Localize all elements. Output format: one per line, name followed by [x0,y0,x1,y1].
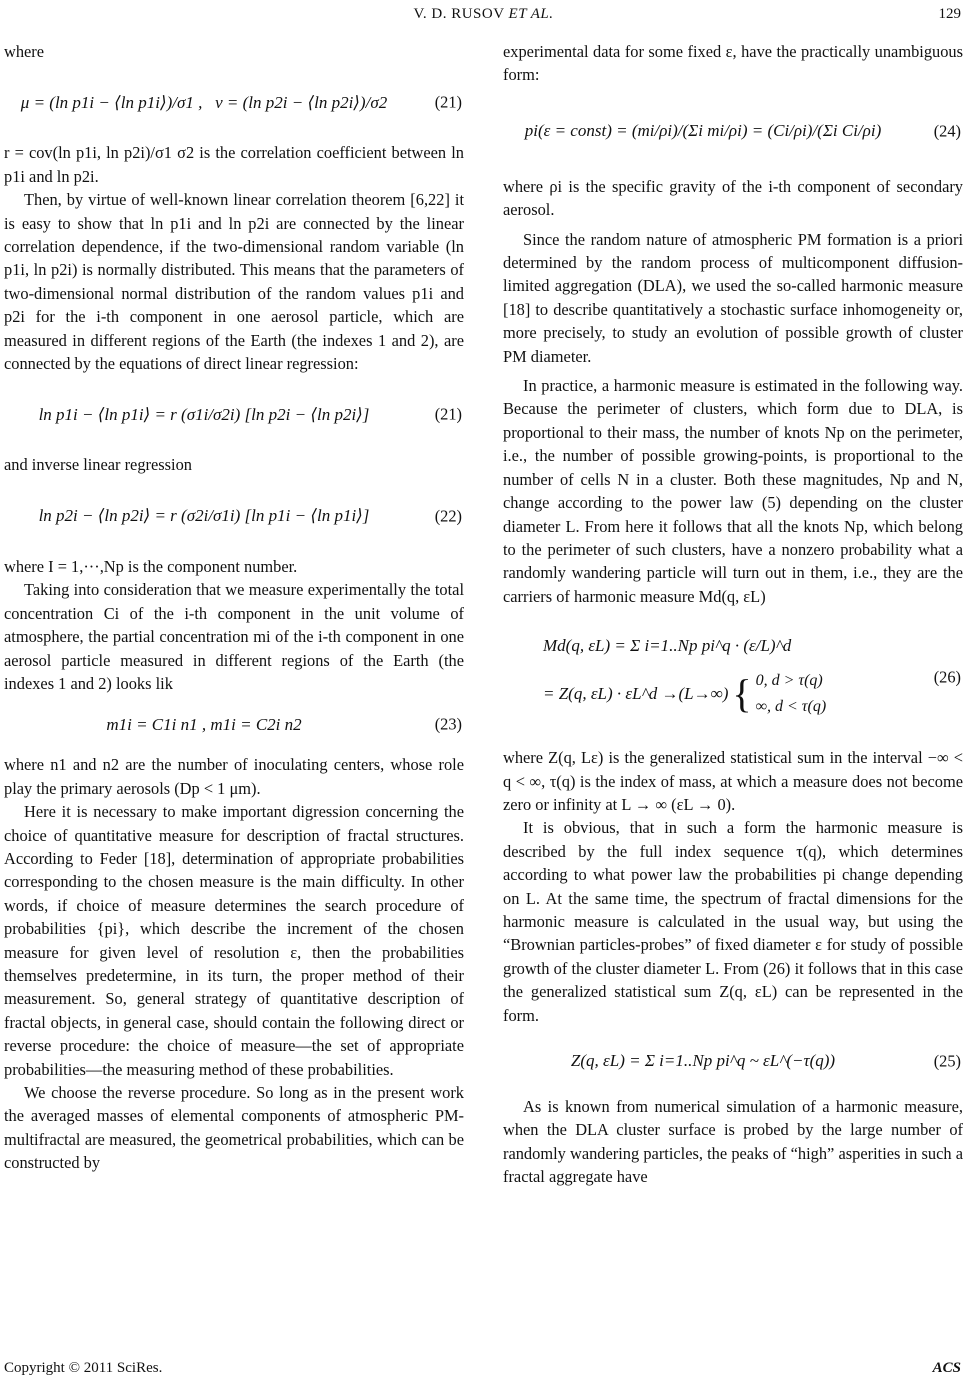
copyright-notice: Copyright © 2011 SciRes. [4,1360,163,1376]
equation-number: (21) [434,404,462,424]
equation-body: m1i = C1i n1 , m1i = C2i n2 [106,714,302,734]
equation-number: (24) [933,121,961,141]
equation-24 [503,91,963,171]
equation-body: ln p1i − ⟨ln p1i⟩ = r (σ1i/σ2i) [ln p2i − ⟨ln p2i⟩] [38,404,370,424]
running-title: V. D. RUSOV ET AL. [413,6,554,22]
equation-body: Z(q, εL) = Σ i=1..Np pi^q ~ εL^(−τ(q)) [570,1051,836,1071]
page-number: 129 [938,6,961,22]
paragraph: Then, by virtue of well-known linear correlation theorem [6,22] it is easy to show that ln p1i and ln p2i are connected by the linear correlation dependence, if the two-dimensional random variable (ln p1i, ln p2i) is normally distributed. This means that the parameters of two-dimensional normal distribution of the random values p1i and p2i for the i-th component in one aerosol particle, which are measured in different regions of the Earth (the indexes 1 and 2), are connected by the equations of direct linear regression: [4,190,464,374]
paragraph: where Z(q, Lε) is the generalized statistical sum in the interval −∞ < q < ∞, τ(q) is the index of mass, at which a measure does not become zero or infinity at L → ∞ (εL → 0). [503,748,963,814]
equation-26-line1: Md(q, εL) = Σ i=1..Np pi^q · (ε/L)^d [543,636,792,656]
paragraph: where n1 and n2 are the number of inoculating centers, whose role play the primary aerosols (Dp < 1 μm). [4,755,464,798]
equation-26-line2 [543,668,826,720]
equation-21a [4,67,464,137]
paragraph: Taking into consideration that we measure experimentally the total concentration Ci of the i-th component in the unit volume of atmosphere, the partial concentration mi of the i-th component in one aerosol particle measured in different regions of the Earth (the indexes 1 and 2) looks lik [4,580,464,693]
equation-number: (23) [434,714,462,734]
paragraph: In practice, a harmonic measure is estimated in the following way. Because the perimeter of clusters, which form due to DLA, is proportional to their mass, the number of knots Np on the perimeter, i.e., the number of possible growing-points, is proportional to the number of cells N in a cluster. Both these magnitudes, Np and N, change according to the power law (5) depending on the cluster diameter L. From here it follows that all the knots Np, which belong to the perimeter of such clusters, have a nonzero probability what a randomly wandering particle will turn out in them, i.e., they are the carriers of harmonic measure Md(q, εL) [503,376,963,606]
paragraph: where ρi is the specific gravity of the i-th component of secondary aerosol. [503,176,963,220]
left-column [4,40,464,1175]
case-infinity: ∞, d < τ(q) [755,697,827,715]
equation-22 [4,481,464,551]
journal-name: ACS [932,1360,961,1376]
equation-number: (22) [434,506,462,526]
paragraph: Here it is necessary to make important digression concerning the choice of quantitative measure for description of fractal structures. According to Feder [18], determination of appropriate probabilities corresponding to the chosen measure is the main difficulty. In other words, if choice of measure determines the search procedure of probabilities {pi}, which describe the increment of the chosen measure for given level of resolution ε, then the probabilities themselves predetermine, in its turn, the proper method of their measurement. So, general strategy of quantitative description of fractal objects, in general case, should contain the following direct or reverse procedure: the choice of measure—the set of appropriate probabilities—the measuring method of these probabilities. [4,802,464,1079]
equation-26 [503,612,963,742]
paragraph: It is obvious, that in such a form the harmonic measure is described by the full index sequence τ(q), which determines according to what power law the probabilities pi change depending on L. At the same time, the spectrum of fractal dimensions for the harmonic measure is calculated in the usual way, but using the “Brownian particles-probes” of fixed diameter ε for study of possible growth of the cluster diameter L. From (26) it follows that in this case the generalized statistical sum Z(q, εL) can be represented in the form. [503,818,963,1025]
page-footer [0,1360,967,1382]
equation-23 [4,699,464,749]
paragraph: where I = 1,···,Np is the component number. [4,556,298,576]
equation-number: (21) [434,92,462,112]
equation-body: pi(ε = const) = (mi/ρi)/(Σi mi/ρi) = (Ci/ρi)/(Σi Ci/ρi) [524,121,882,141]
equation-nu: ν = (ln p2i − ⟨ln p2i⟩)/σ2 [215,92,388,112]
equation-body [4,67,404,137]
paragraph: We choose the reverse procedure. So long as in the present work the averaged masses of elemental components of atmospheric PM-multifractal are measured, the geometrical probabilities, which can be constructed by [4,1083,464,1173]
paragraph: Since the random nature of atmospheric PM formation is a priori determined by the random process of multicomponent diffusion-limited aggregation (DLA), we used the so-called harmonic measure [18] to describe quantitatively a stochastic surface inhomogeneity or, more precisely, to study an evolution of possible growth of cluster PM diameter. [503,229,963,366]
right-column [503,40,963,1189]
case-zero: 0, d > τ(q) [755,671,823,689]
paragraph: where [4,42,45,61]
paragraph: and inverse linear regression [4,455,192,475]
left-brace-glyph: { [732,670,752,716]
paragraph: r = cov(ln p1i, ln p2i)/σ1 σ2 is the correlation coefficient between ln p1i and ln p2i. [4,143,464,186]
equation-number: (25) [933,1051,961,1071]
equation-mu: μ = (ln p1i − ⟨ln p1i⟩)/σ1 , [20,92,203,112]
equation-body [503,612,903,742]
paragraph: As is known from numerical simulation of a harmonic measure, when the DLA cluster surface is probed by the large number of randomly wandering particles, the peaks of “high” asperities in such a fractal aggregate have [503,1097,963,1187]
equation-25 [503,1031,963,1091]
paragraph: experimental data for some fixed ε, have the practically unambiguous form: [503,42,963,85]
equation-26-line2-text: = Z(q, εL) · εL^d →(L→∞) [543,684,729,704]
equation-21b [4,379,464,449]
equation-number: (26) [933,667,961,687]
equation-26-cases [756,668,827,720]
page-header [0,6,967,28]
equation-body: ln p2i − ⟨ln p2i⟩ = r (σ2i/σ1i) [ln p1i − ⟨ln p1i⟩] [38,506,370,526]
